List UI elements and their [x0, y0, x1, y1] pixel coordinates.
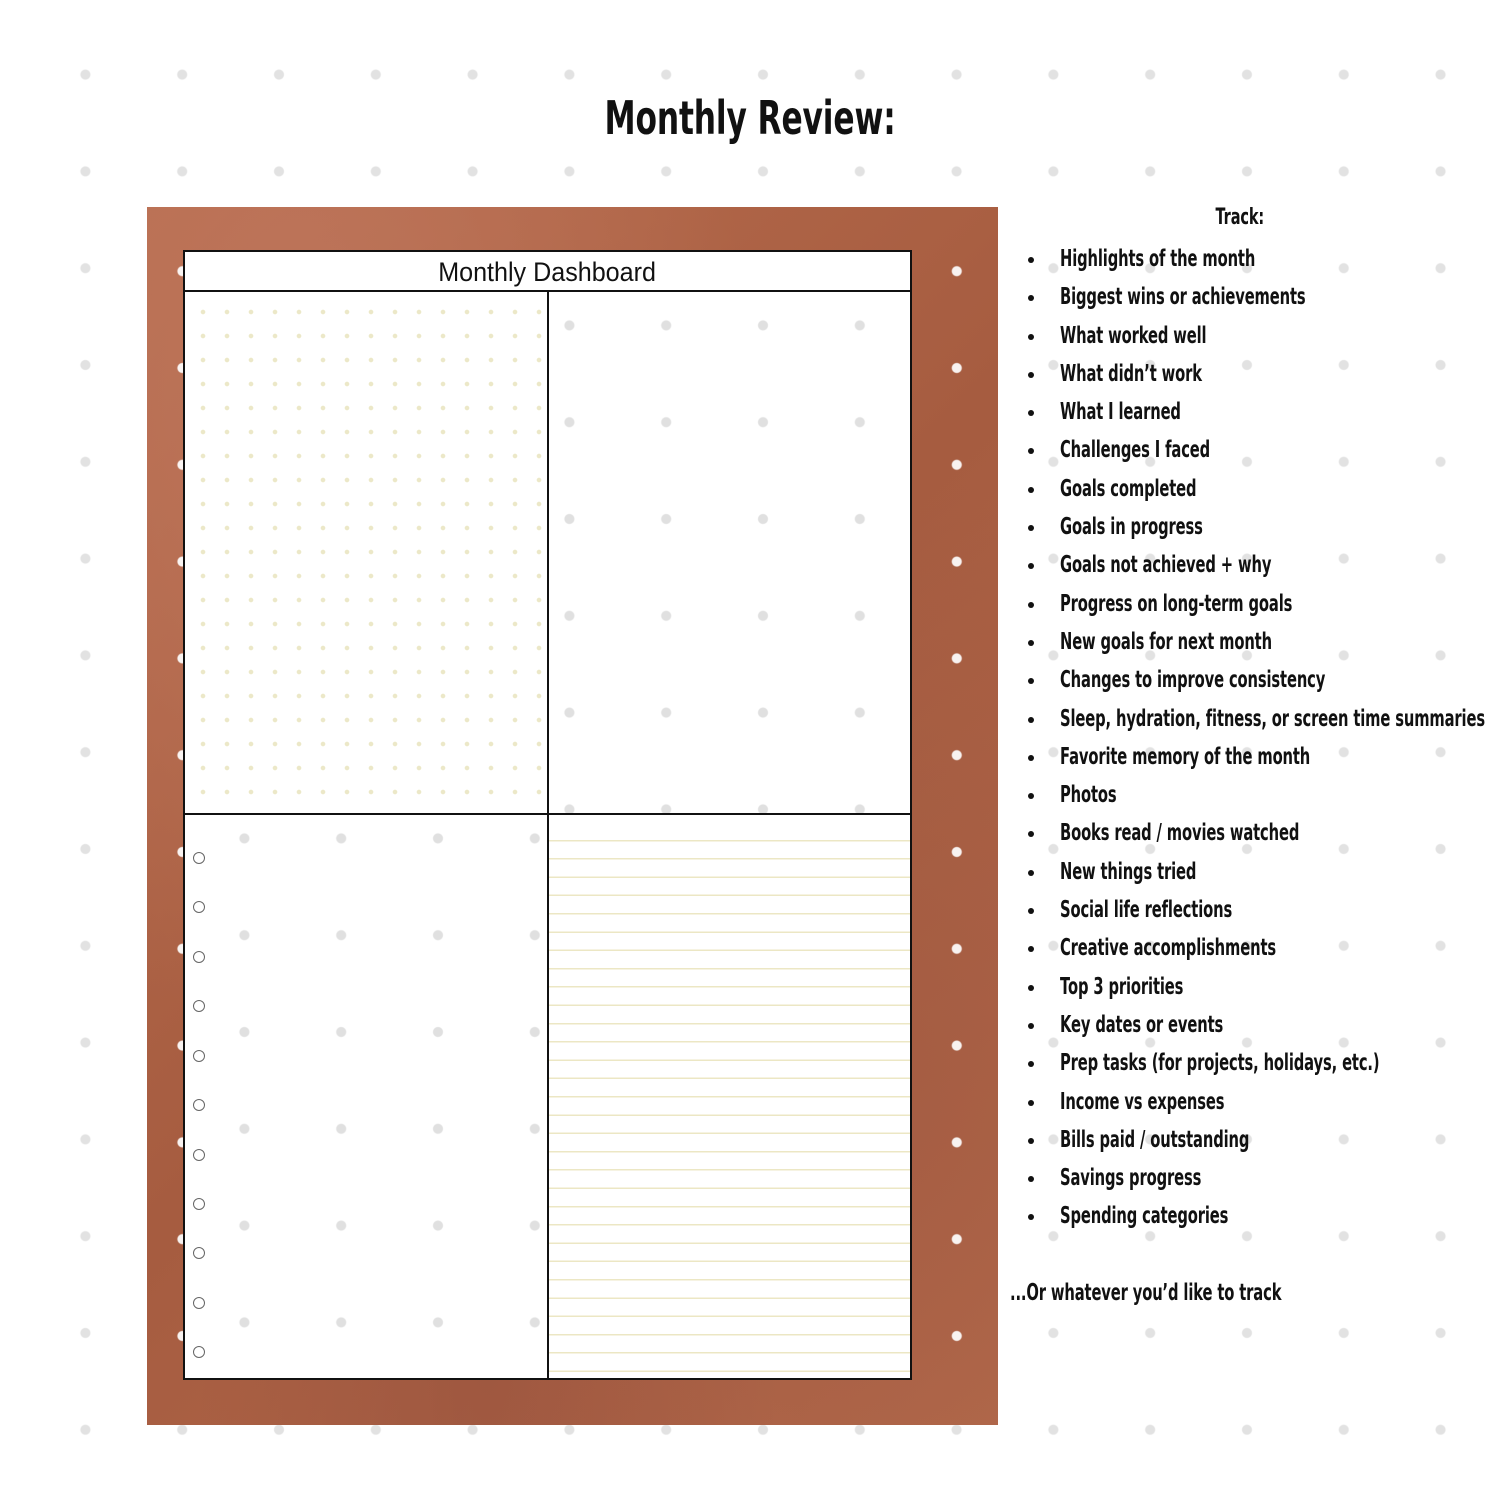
bullet-icon — [1028, 1138, 1034, 1144]
track-heading — [1180, 205, 1300, 230]
bullet-icon — [1028, 525, 1034, 531]
bullet-icon — [1028, 487, 1034, 493]
track-footer-text: ...Or whatever you’d like to track — [1010, 1280, 1282, 1306]
bullet-icon — [1028, 334, 1034, 340]
page-title — [0, 88, 1500, 148]
checkbox-circle[interactable] — [193, 852, 205, 864]
checkbox-circle[interactable] — [193, 1000, 205, 1012]
bullet-icon — [1028, 448, 1034, 454]
track-item-label: Savings progress — [1060, 1165, 1202, 1192]
bullet-icon — [1028, 563, 1034, 569]
track-item-label: What I learned — [1060, 399, 1181, 426]
bullet-icon — [1028, 1100, 1034, 1106]
track-item-label: Favorite memory of the month — [1060, 743, 1311, 770]
bullet-icon — [1028, 1061, 1034, 1067]
track-item-label: Progress on long-term goals — [1060, 590, 1293, 617]
bullet-icon — [1028, 372, 1034, 378]
bullet-icon — [1028, 831, 1034, 837]
bullet-icon — [1028, 908, 1034, 914]
checkbox-circle[interactable] — [193, 1297, 205, 1309]
bullet-icon — [1028, 410, 1034, 416]
track-item-label: Books read / movies watched — [1060, 820, 1300, 847]
track-item-label: Changes to improve consistency — [1060, 667, 1326, 694]
checkbox-circle[interactable] — [193, 1198, 205, 1210]
bullet-icon — [1028, 793, 1034, 799]
bullet-icon — [1028, 946, 1034, 952]
bullet-icon — [1028, 870, 1034, 876]
checkbox-circle[interactable] — [193, 901, 205, 913]
track-item-label: Highlights of the month — [1060, 246, 1256, 272]
track-item-label: New things tried — [1060, 858, 1197, 885]
dashboard-header — [185, 252, 910, 292]
track-item-label: Photos — [1060, 782, 1117, 809]
page-title-text: Monthly Review: — [604, 91, 896, 145]
track-item-label: New goals for next month — [1060, 628, 1272, 655]
track-item-label: Sleep, hydration, fitness, or screen time summaries — [1060, 705, 1485, 732]
track-footer — [1010, 1276, 1434, 1310]
track-item-label: Biggest wins or achievements — [1060, 284, 1306, 311]
track-item-label: Goals in progress — [1060, 514, 1203, 541]
bullet-icon — [1028, 678, 1034, 684]
checkbox-circle[interactable] — [193, 1149, 205, 1161]
checkbox-circle[interactable] — [193, 951, 205, 963]
checkbox-circle[interactable] — [193, 1346, 205, 1358]
track-item-label: Bills paid / outstanding — [1060, 1126, 1250, 1153]
bullet-icon — [1028, 295, 1034, 301]
track-item-label: Goals completed — [1060, 475, 1197, 502]
checkbox-circle[interactable] — [193, 1099, 205, 1111]
dotted-grid-panel[interactable] — [185, 292, 547, 813]
bullet-icon — [1028, 602, 1034, 608]
lined-notes-panel[interactable] — [547, 813, 910, 1378]
track-item-label: Prep tasks (for projects, holidays, etc.) — [1060, 1050, 1380, 1077]
bullet-icon — [1028, 755, 1034, 761]
track-item-label: Top 3 priorities — [1060, 973, 1184, 1000]
checkbox-circle[interactable] — [193, 1050, 205, 1062]
bullet-icon — [1028, 985, 1034, 991]
track-item-label: Creative accomplishments — [1060, 935, 1276, 962]
bullet-icon — [1028, 640, 1034, 646]
track-item-label: Challenges I faced — [1060, 437, 1211, 464]
track-item-label: Spending categories — [1060, 1203, 1229, 1230]
track-item-label: Key dates or events — [1060, 1011, 1224, 1038]
bullet-icon — [1028, 1023, 1034, 1029]
track-item-label: Income vs expenses — [1060, 1088, 1225, 1115]
blank-panel[interactable] — [547, 292, 910, 813]
dashboard-sheet — [183, 250, 912, 1380]
bullet-icon — [1028, 1176, 1034, 1182]
checkbox-circle[interactable] — [193, 1247, 205, 1259]
track-item-label: Goals not achieved + why — [1060, 552, 1272, 579]
bullet-icon — [1028, 717, 1034, 723]
bullet-icon — [1028, 257, 1034, 263]
track-item-label: What worked well — [1060, 322, 1207, 349]
track-item-label: Social life reflections — [1060, 897, 1233, 924]
dashboard-title: Monthly Dashboard — [438, 257, 657, 287]
bullet-icon — [1028, 1214, 1034, 1220]
track-item-label: What didn’t work — [1060, 360, 1202, 387]
checklist-panel[interactable] — [185, 813, 547, 1378]
track-heading-text: Track: — [1215, 205, 1265, 230]
